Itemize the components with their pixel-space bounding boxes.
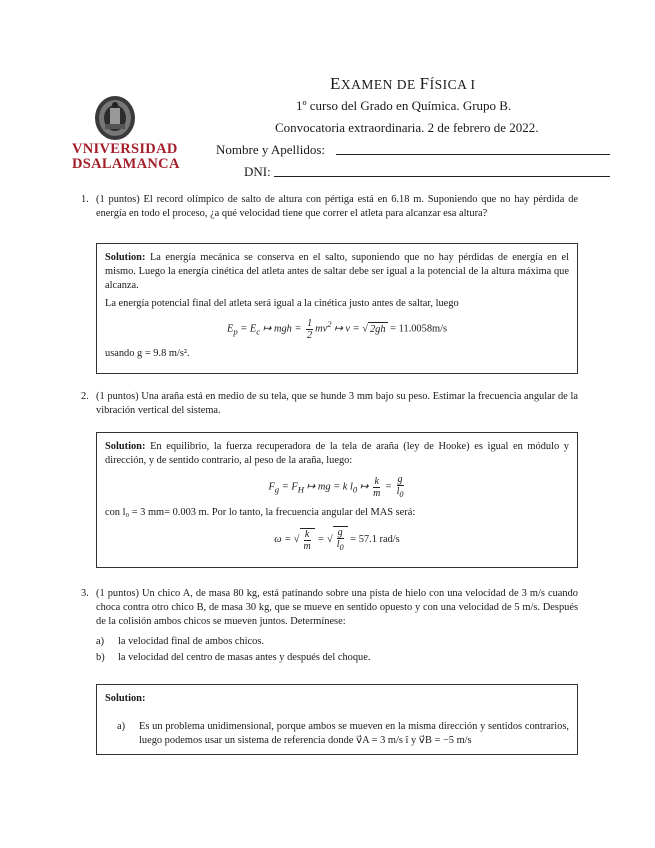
university-logo-text: VNIVERSIDAD DSALAMANCA <box>72 141 180 172</box>
list-item: b) la velocidad del centro de masas antes y después del choque. <box>96 652 371 663</box>
exam-session: Convocatoria extraordinaria. 2 de febrero de 2022. <box>275 120 539 135</box>
list-item: a) la velocidad final de ambos chicos. <box>96 636 264 647</box>
question-1: 1. (1 puntos) El record olímpico de salto de altura con pértiga está en 6.18 m. Suponiendo que no hay pérdida de energía en todo el proceso, ¿a qué velocidad tiene que correr el atleta para alcanzar esa altura? <box>81 194 578 219</box>
question-2: 2. (1 puntos) Una araña está en medio de su tela, que se hunde 3 mm bajo su peso. Estimar la frecuencia angular de la vibración vertical del sistema. <box>81 391 578 416</box>
solution-item-a: a) Es un problema unidimensional, porque ambos se mueven en la misma dirección y sentidos contrarios, luego podemos usar un sistema de referencia donde v⃗A = 3 m/s î y v⃗B = −5 m/s <box>117 721 569 746</box>
dni-label: DNI: <box>244 164 271 179</box>
equation-energy: $E_p = E_c$ ↦ mgh = $\frac{1}{2}$ $mv^2$ ↦ v = √ 2gh = 11.0058m/s <box>226 317 448 341</box>
university-seal-icon <box>93 94 137 142</box>
name-label: Nombre y Apellidos: <box>216 142 326 157</box>
question-3: 3. (1 puntos) Un chico A, de masa 80 kg, está patinando sobre una pista de hielo con una velocidad de 3 m/s cuando choca contra otro chico B, de masa 30 kg, que se mueve en sentido opuesto y con una velocidad de 5 m/s. Después de la colisión ambos chicos se mueven juntos. Determínese: a) la velocidad final de ambos chicos. b) la velocidad del centro de masas antes y después del choque. <box>81 588 578 663</box>
solution-box-1: Solution: La energía mecánica se conserva en el salto, suponiendo que no hay pérdidas de energía en el mismo. Luego la energía cinética del atleta antes de saltar debe ser igual a la potencial de la altura máxima que alcanza. La energía potencial final del atleta será igual a la cinética justo antes de saltar, luego $E_p = E_c$ ↦ mgh = $\frac{1}{2}$ $mv^2$ ↦ v = √ 2gh = 11.0058m/s usando g = 9.8 m/s². <box>96 243 578 374</box>
course-subtitle: 1º curso del Grado en Química. Grupo B. <box>296 98 512 113</box>
name-field[interactable] <box>336 154 610 155</box>
equation-hooke: $F_g = F_H$ ↦ mg = k $l_0$ ↦ $\frac{k}{m}$ = $\frac{g}{l_0}$ <box>268 474 404 499</box>
solution-box-3: Solution: a) Es un problema unidimensional, porque ambos se mueven en la misma dirección y sentidos contrarios, luego podemos usar un sistema de referencia donde v⃗A = 3 m/s î y v⃗B = −5 m/s <box>96 684 578 755</box>
dni-field[interactable] <box>274 176 610 177</box>
solution-box-2: Solution: En equilibrio, la fuerza recuperadora de la tela de araña (ley de Hooke) es igual en módulo y dirección, y de sentido contrario, al peso de la araña, luego: $F_g = F_H$ ↦ mg = k $l_0$ ↦ $\frac{k}{m}$ = $\frac{g}{l_0}$ con l₀ = 3 mm= 0.003 m. Por lo tanto, la frecuencia angular del MAS será: ω = √ $\frac{k}{m}$ = √ $\frac{g}{l_0}$ = 57.1 rad/s <box>96 432 578 568</box>
exam-title: EXAMEN DE FÍSICA I <box>330 74 476 93</box>
equation-omega: ω = √ $\frac{k}{m}$ = √ $\frac{g}{l_0}$ = 57.1 rad/s <box>274 527 400 552</box>
